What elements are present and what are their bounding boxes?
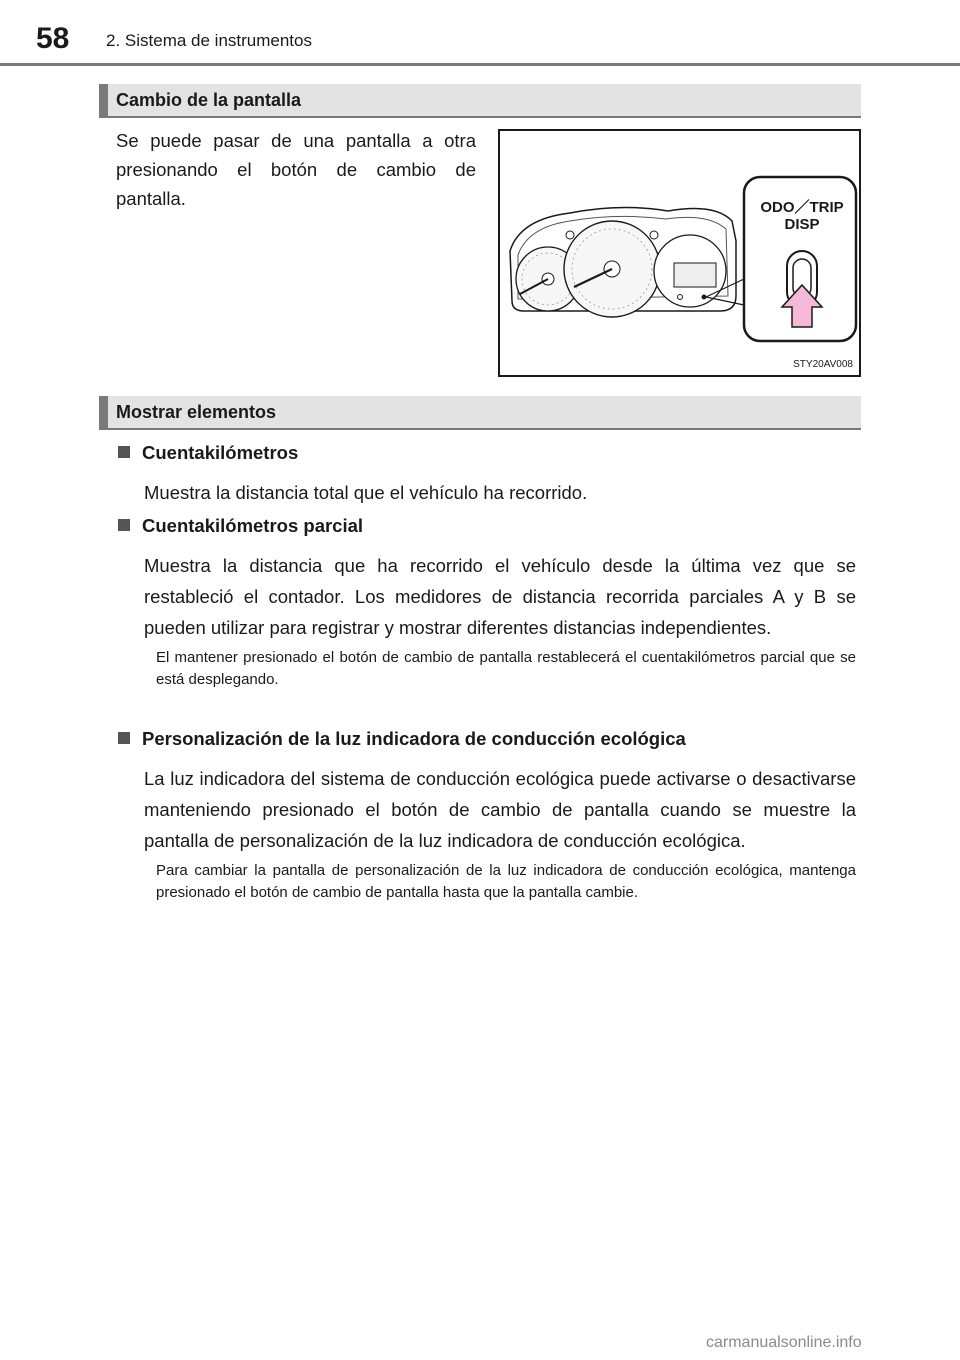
section-heading-label: Cambio de la pantalla: [116, 90, 302, 110]
figure-code: STY20AV008: [793, 359, 853, 370]
item-title: [116, 725, 856, 753]
item-title-text: Personalización de la luz indicadora de conducción ecológica: [142, 728, 686, 749]
header-divider: [0, 63, 960, 66]
list-item: [116, 439, 856, 508]
section-heading-cambio: [99, 84, 861, 118]
instrument-cluster-figure: [498, 129, 861, 377]
odo-trip-button-label: [746, 199, 858, 233]
section-heading-label: Mostrar elementos: [116, 402, 277, 422]
intro-paragraph: Se puede pasar de una pantalla a otra presionando el botón de cambio de pantalla.: [116, 130, 476, 209]
item-note: Para cambiar la pantalla de personalización de la luz indicadora de conducción ecológica, mantenga presionado el botón de cambio de pantalla hasta que la pantalla cambie.: [156, 862, 856, 901]
button-label-line1: ODO／TRIP: [760, 199, 844, 216]
item-body: Muestra la distancia total que el vehículo ha recorrido.: [144, 482, 588, 503]
section-heading-mostrar: [99, 396, 861, 430]
item-note: El mantener presionado el botón de cambio de pantalla restablecerá el cuentakilómetros parcial que se está desplegando.: [156, 649, 856, 688]
list-item: [116, 512, 856, 691]
item-title-text: Cuentakilómetros: [142, 442, 299, 463]
item-body: Muestra la distancia que ha recorrido el vehículo desde la última vez que se restableció el contador. Los medidores de distancia recorrida parciales A y B se pueden utilizar para registrar y mostrar diferentes distancias independientes.: [144, 555, 856, 638]
item-title: [116, 439, 856, 467]
item-title-text: Cuentakilómetros parcial: [142, 515, 364, 536]
list-item: [116, 725, 856, 904]
chapter-title: 2. Sistema de instrumentos: [106, 31, 312, 50]
square-bullet-icon: [118, 732, 130, 744]
page-number: 58: [36, 22, 70, 55]
item-body: La luz indicadora del sistema de conducción ecológica puede activarse o desactivarse manteniendo presionado el botón de cambio de pantalla cuando se muestre la pantalla de personalización de la luz indicadora de conducción ecológica.: [144, 768, 856, 851]
item-title: [116, 512, 856, 540]
square-bullet-icon: [118, 446, 130, 458]
watermark-link[interactable]: carmanualsonline.info: [706, 1334, 862, 1351]
square-bullet-icon: [118, 519, 130, 531]
instrument-cluster-illustration: [500, 131, 859, 375]
button-label-line2: DISP: [784, 216, 820, 233]
